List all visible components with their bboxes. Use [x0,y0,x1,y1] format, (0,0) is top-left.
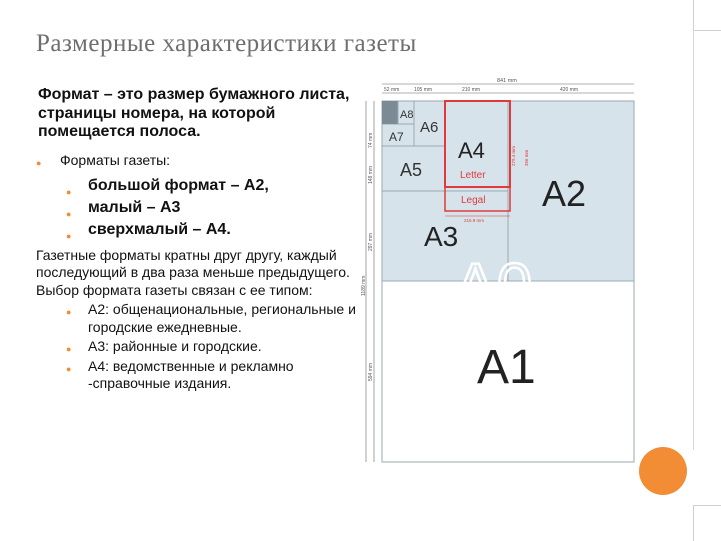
frame-divider [693,30,694,450]
dim-label-1189: 1189 mm [361,275,367,296]
label-a0: A0 [454,250,533,322]
format-item-label: малый – А3 [88,198,181,216]
label-a3: A3 [424,221,459,252]
sheet-a8-dark [382,101,398,124]
slide-body [36,86,356,393]
slide-title: Размерные характеристики газеты [36,30,417,57]
format-item-label: сверхмалый – А4. [88,220,231,238]
format-item-a2 [36,175,356,197]
type-item-label: А2: общенациональные, региональные и городские ежедневные. [88,301,356,335]
paper-sizes-diagram [362,76,634,462]
frame-corner-top [693,0,721,31]
label-a6: A6 [420,119,439,136]
format-item-label: большой формат – А2, [88,176,269,194]
dim-label-210: 210 mm [462,87,481,93]
dim-label-74: 74 mm [368,132,374,148]
label-legal: Legal [461,195,486,206]
dim-label-594: 594 mm [368,362,374,381]
frame-corner-bottom [693,505,721,541]
accent-circle [639,447,687,495]
formats-label: Форматы газеты: [60,151,171,168]
dim-label-420: 420 mm [560,87,579,93]
dim-label-letter-w: 215.9 mm [464,218,485,223]
dim-label-letter-h: 279.4 mm [511,145,516,166]
dim-label-legal-h: 356 mm [524,149,529,166]
bullet-icon: ● [66,363,72,374]
format-item-a4 [36,219,356,241]
type-item-label: А3: районные и городские. [88,338,262,354]
type-item-label: А4: ведомственные и рекламно -справочные издания. [88,357,294,391]
bullet-icon: ● [66,344,72,354]
formats-heading [36,152,356,169]
bullet-icon: ● [66,307,72,317]
label-letter: Letter [460,170,486,181]
label-a5: A5 [400,160,423,180]
dim-label-total: 841 mm [497,78,517,84]
label-a1: A1 [477,341,536,394]
type-item-a2 [36,301,356,336]
bullet-icon: ● [66,230,72,241]
format-item-a3 [36,197,356,219]
multiplicity-paragraph: Газетные форматы кратны друг другу, каждый последующий в два раза меньше предыдущего. [36,246,350,280]
label-a2: A2 [542,173,587,214]
label-a8: A8 [400,109,414,121]
dim-label-297: 297 mm [368,232,374,251]
bullet-icon: ● [66,208,72,219]
choice-paragraph: Выбор формата газеты связан с ее типом: [36,281,313,298]
dim-label-105: 105 mm [414,87,433,93]
format-definition: Формат – это размер бумажного листа, страницы номера, на которой помещается полоса. [38,86,350,140]
label-a4: A4 [458,138,485,163]
type-item-a4 [36,358,356,393]
bullet-icon: ● [66,186,72,197]
bullet-icon: ● [36,157,42,168]
dim-label-52: 52 mm [384,87,400,93]
label-a7: A7 [389,130,404,144]
dim-label-148: 148 mm [368,165,374,184]
type-item-a3 [36,338,356,356]
